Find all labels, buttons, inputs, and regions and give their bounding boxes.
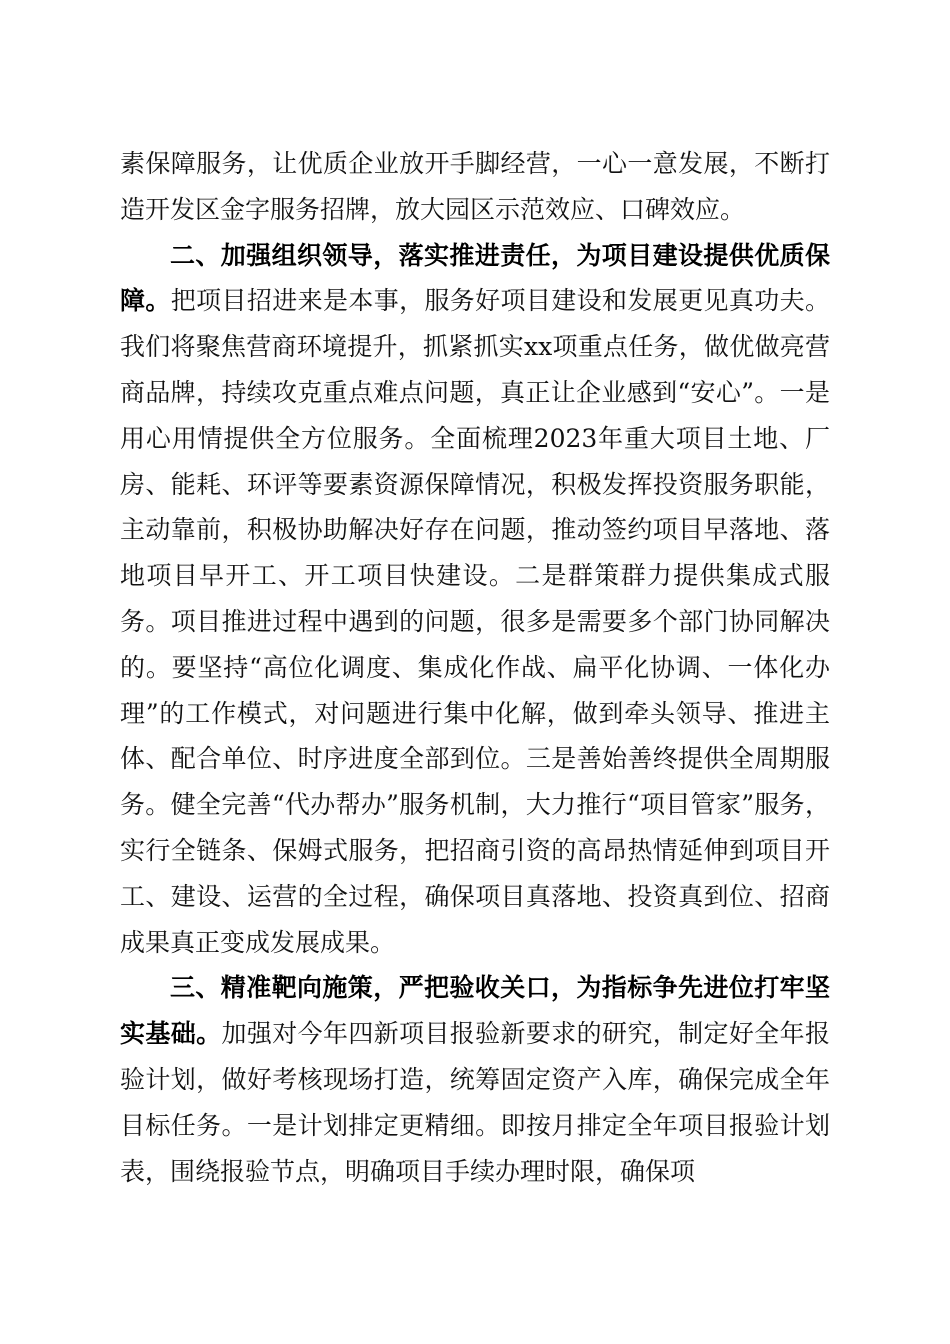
- section-heading: 二、加强组织领导，落实推进责任，为项目建设提供优质保障。: [120, 240, 830, 316]
- paragraph-continuation: [120, 141, 830, 233]
- paragraph-text: 把项目招进来是本事，服务好项目建设和发展更见真功夫。我们将聚焦营商环境提升，抓紧抓实xx项重点任务，做优做亮营商品牌，持续攻克重点难点问题，真正让企业感到“安心”。一是用心用情提供全方位服务。全面梳理2023年重大项目土地、厂房、能耗、环评等要素资源保障情况，积极发挥投资服务职能，主动靠前，积极协助解决好存在问题，推动签约项目早落地、落地项目早开工、开工项目快建设。二是群策群力提供集成式服务。项目推进过程中遇到的问题，很多是需要多个部门协同解决的。要坚持“高位化调度、集成化作战、扁平化协调、一体化办理”的工作模式，对问题进行集中化解，做到牵头领导、推进主体、配合单位、时序进度全部到位。三是善始善终提供全周期服务。健全完善“代办帮办”服务机制，大力推行“项目管家”服务，实行全链条、保姆式服务，把招商引资的高昂热情延伸到项目开工、建设、运营的全过程，确保项目真落地、投资真到位、招商成果真正变成发展成果。: [120, 286, 830, 957]
- document-body: [120, 141, 830, 1194]
- paragraph-section-two: [120, 233, 830, 966]
- paragraph-text: 素保障服务，让优质企业放开手脚经营，一心一意发展，不断打造开发区金字服务招牌，放大园区示范效应、口碑效应。: [120, 149, 830, 224]
- paragraph-section-three: [120, 965, 830, 1194]
- paragraph-text: 加强对今年四新项目报验新要求的研究，制定好全年报验计划，做好考核现场打造，统筹固定资产入库，确保完成全年目标任务。一是计划排定更精细。即按月排定全年项目报验计划表，围绕报验节点，明确项目手续办理时限，确保项: [120, 1019, 830, 1186]
- section-heading: 三、精准靶向施策，严把验收关口，为指标争先进位打牢坚实基础。: [120, 973, 830, 1049]
